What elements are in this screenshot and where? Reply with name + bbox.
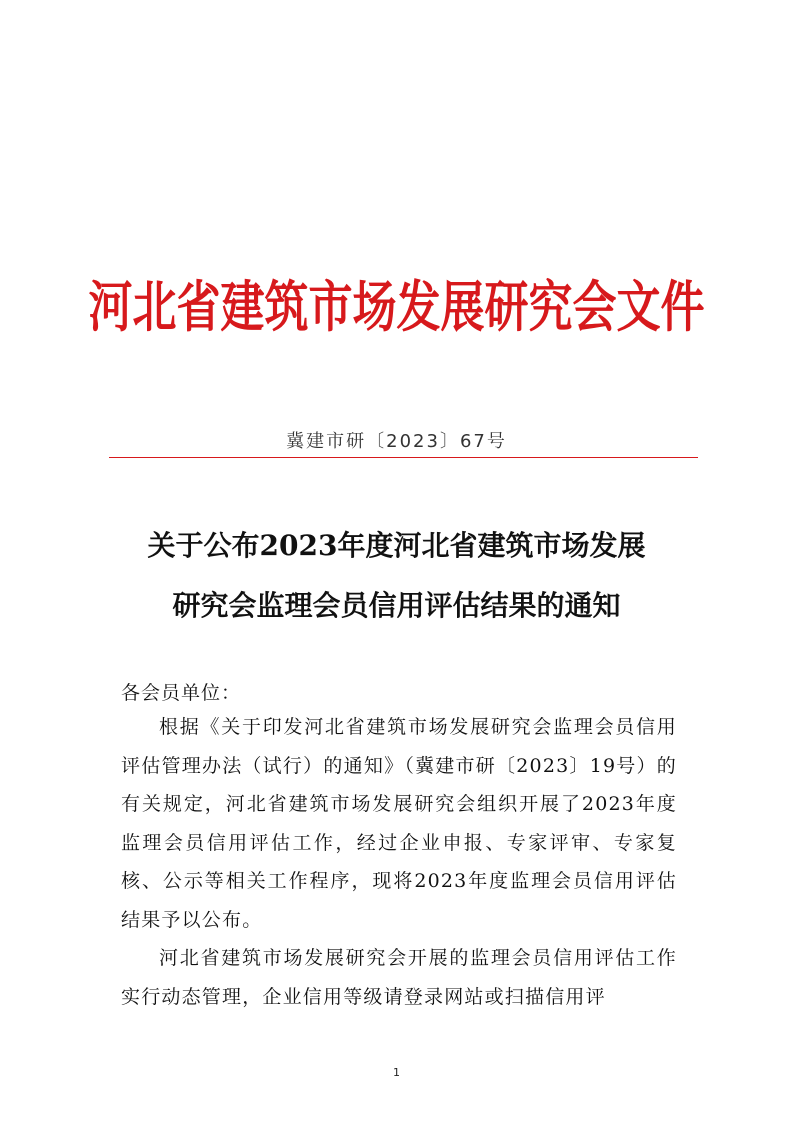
notice-title-line-2: 研究会监理会员信用评估结果的通知 [172, 589, 621, 622]
salutation: 各会员单位： [121, 682, 242, 704]
red-header-title: 河北省建筑市场发展研究会文件 [88, 275, 705, 340]
body-paragraph-2: 河北省建筑市场发展研究会开展的监理会员信用评估工作实行动态管理，企业信用等级请登录网站或扫描信用评 [121, 947, 677, 1008]
document-number: 冀建市研〔2023〕67号 [286, 431, 507, 452]
notice-title-line-1: 关于公布2023年度河北省建筑市场发展 [147, 529, 646, 562]
page-number: 1 [393, 1066, 400, 1079]
body-paragraph-1: 根据《关于印发河北省建筑市场发展研究会监理会员信用评估管理办法（试行）的通知》（冀建市研〔2023〕19号）的有关规定，河北省建筑市场发展研究会组织开展了2023年度监理会员信用评估工作，经过企业申报、专家评审、专家复核、公示等相关工作程序，现将2023年度监理会员信用评估结果予以公布。 [121, 716, 677, 931]
red-divider-line [109, 457, 698, 458]
